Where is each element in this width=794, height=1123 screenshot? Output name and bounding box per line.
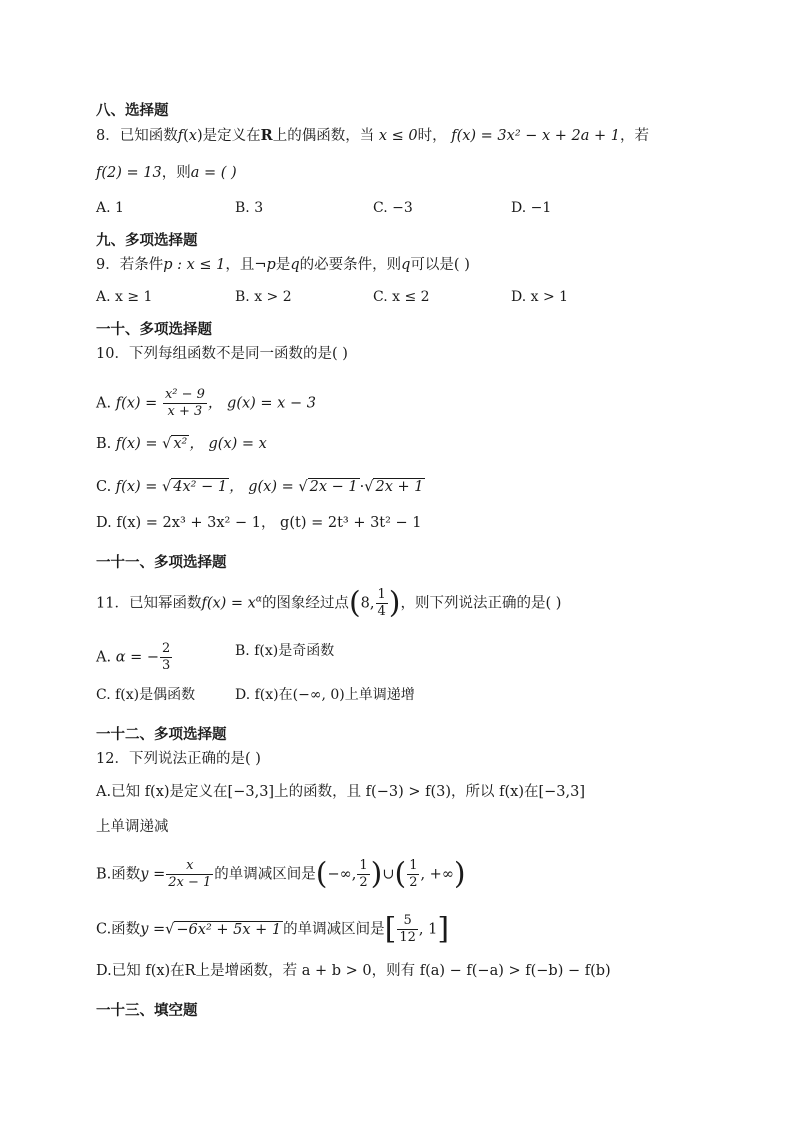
q12-b-frac1 <box>357 858 369 891</box>
q9-q2: q <box>401 257 411 273</box>
q9-option-b: B. x > 2 <box>235 289 292 305</box>
q11-option-a <box>96 641 173 674</box>
q10-option-b: B. f(x) = √ x² ， g(x) = x <box>96 436 267 452</box>
question-9 <box>96 255 470 275</box>
q10-c-dot: · <box>359 479 365 495</box>
q11-pt-num: 1 <box>377 587 386 602</box>
q12-c-sqrt: −6x² + 5x + 1 <box>176 921 282 938</box>
q8-mid2: 上的偶函数，当 <box>272 128 375 144</box>
q10-b-g: ， g(x) = x <box>189 436 267 452</box>
q10-a-num: x² − 9 <box>164 387 205 402</box>
q11-option-b: B. f(x)是奇函数 <box>235 643 335 659</box>
q9-mid2: 是 <box>275 257 291 273</box>
q11-a-fraction <box>160 641 172 674</box>
q12-b-int2: , +∞ <box>420 866 454 883</box>
q12-c-den: 12 <box>399 930 416 945</box>
q8-line2-tail: a = ( ) <box>190 165 237 181</box>
q8-func: f(x) = 3x² − x + 2a + 1 <box>451 128 621 144</box>
q12-c-fraction <box>397 913 418 946</box>
q11-mid: 的图象经过点 <box>261 595 349 612</box>
section-heading-10: 一十、多项选择题 <box>96 322 212 338</box>
q8-mid1: 是定义在 <box>202 128 261 144</box>
q10-c-sqrt3: 2x + 1 <box>375 479 424 495</box>
q10-c-g: ， g(x) = <box>229 479 294 495</box>
q12-b-prefix: B.函数 <box>96 866 141 883</box>
q12-b-mid: 的单调减区间是 <box>214 866 316 883</box>
q12-option-c: C.函数y =√ −6x² + 5x + 1 的单调减区间是[ $\frac{5}{12}$ , 1] <box>96 911 450 947</box>
q10-a-label: A. <box>96 395 112 412</box>
question-8-line1: 8．已知函数f(x)是定义在R上的偶函数，当 x ≤ 0时， f(x) = 3x² − x + 2a + 1，若 <box>96 127 650 144</box>
q8-R: R <box>260 127 273 144</box>
q9-option-d: D. x > 1 <box>511 289 569 305</box>
q12-b-num: x <box>186 858 194 873</box>
q12-option-a-line2: 上单调递减 <box>96 819 169 835</box>
q11-pt-den: 4 <box>377 604 386 619</box>
q12-b-den: 2x − 1 <box>168 875 212 890</box>
q9-mid: ，且 <box>225 257 255 273</box>
question-12: 12．下列说法正确的是( ) <box>96 751 261 767</box>
q12-c-bracket-left: [ <box>384 911 397 947</box>
q9-not-p: ¬p <box>254 257 276 273</box>
q8-prefix: 8．已知函数 <box>96 128 178 144</box>
q8-line2-text: ，则 <box>161 165 191 181</box>
q12-c-bracket-right: ] <box>437 911 450 947</box>
q9-mid3: 的必要条件，则 <box>299 257 402 273</box>
q8-option-a: A. 1 <box>96 200 124 216</box>
q11-a-den: 3 <box>162 658 171 673</box>
q8-cond: x ≤ 0 <box>378 128 418 144</box>
q11-paren-right: ) <box>388 585 401 621</box>
q10-a-g: ， g(x) = x − 3 <box>207 395 316 412</box>
q10-c-f: f(x) = <box>115 479 158 495</box>
q11-option-d: D. f(x)在(−∞, 0)上单调递增 <box>235 687 415 703</box>
q11-exp: α <box>255 594 262 605</box>
section-heading-13: 一十三、填空题 <box>96 1003 198 1019</box>
q11-end: ，则下列说法正确的是( ) <box>400 595 562 612</box>
q10-c-label: C. <box>96 479 112 495</box>
q8-option-c: C. −3 <box>373 200 413 216</box>
q10-b-sqrt: x² <box>173 436 188 452</box>
q11-a-text: α = − <box>115 649 160 666</box>
q12-b-paren1: ( <box>315 856 328 892</box>
question-10: 10．下列每组函数不是同一函数的是( ) <box>96 346 348 362</box>
q10-c-sqrt2: 2x − 1 <box>309 479 358 495</box>
q12-b-paren2: ) <box>370 856 383 892</box>
q12-b-d2: 2 <box>409 875 418 890</box>
q12-c-num: 5 <box>397 913 418 930</box>
q12-b-union: ∪ <box>382 866 395 883</box>
q12-b-fraction <box>166 858 213 891</box>
q12-b-paren4: ) <box>453 856 466 892</box>
q8-option-d: D. −1 <box>511 200 552 216</box>
q8-end: ，若 <box>620 128 650 144</box>
q8-eq: f(2) = 13 <box>96 165 162 181</box>
q12-b-frac2 <box>407 858 419 891</box>
q12-b-int1: −∞, <box>327 866 357 883</box>
q11-a-num: 2 <box>162 641 171 656</box>
q11-point-x: 8, <box>360 595 375 612</box>
q12-b-y: y = <box>140 866 166 883</box>
q9-cond: p : x ≤ 1 <box>163 257 226 273</box>
section-heading-9: 九、多项选择题 <box>96 233 198 249</box>
q12-b-d1: 2 <box>359 875 368 890</box>
q9-option-a: A. x ≥ 1 <box>96 289 153 305</box>
q12-option-b <box>96 858 466 891</box>
q12-c-end: , 1 <box>418 921 438 938</box>
q11-paren-left: ( <box>348 585 361 621</box>
q9-end: 可以是( ) <box>410 257 470 273</box>
question-8-line2 <box>96 163 237 183</box>
q10-option-a <box>96 387 316 420</box>
section-heading-8: 八、选择题 <box>96 103 169 119</box>
q10-a-f: f(x) = <box>115 395 158 412</box>
q8-fx: f <box>177 128 184 144</box>
q10-option-c: C. f(x) = √ 4x² − 1 ， g(x) = √ 2x − 1 ·√ 2x + 1 <box>96 479 424 495</box>
q9-option-c: C. x ≤ 2 <box>373 289 430 305</box>
q10-a-den: x + 3 <box>167 404 203 419</box>
q11-func: f(x) = x <box>201 595 256 612</box>
q11-prefix: 11．已知幂函数 <box>96 595 202 612</box>
q10-option-d: D. f(x) = 2x³ + 3x² − 1， g(t) = 2t³ + 3t² − 1 <box>96 515 422 531</box>
q12-option-d: D.已知 f(x)在R上是增函数，若 a + b > 0，则有 f(a) − f(−a) > f(−b) − f(b) <box>96 963 611 979</box>
section-heading-11: 一十一、多项选择题 <box>96 555 227 571</box>
q8-option-b: B. 3 <box>235 200 264 216</box>
q10-a-fraction <box>163 387 207 420</box>
q11-a-label: A. <box>96 649 112 666</box>
q11-option-c: C. f(x)是偶函数 <box>96 687 196 703</box>
q12-b-paren3: ( <box>394 856 407 892</box>
q10-c-sqrt1: 4x² − 1 <box>173 479 228 495</box>
q9-prefix: 9．若条件 <box>96 257 164 273</box>
q8-mid3: 时， <box>417 128 447 144</box>
q10-b-f: f(x) = <box>115 436 158 452</box>
question-11 <box>96 587 561 620</box>
q12-option-a-line1: A.已知 f(x)是定义在[−3,3]上的函数，且 f(−3) > f(3)，所以 f(x)在[−3,3] <box>96 784 585 800</box>
q11-point-fraction <box>376 587 388 620</box>
q12-c-prefix: C.函数 <box>96 921 141 938</box>
section-heading-12: 一十二、多项选择题 <box>96 727 227 743</box>
q9-q: q <box>290 257 300 273</box>
q12-b-n1: 1 <box>359 858 368 873</box>
q12-c-mid: 的单调减区间是 <box>283 921 385 938</box>
q10-b-label: B. <box>96 436 112 452</box>
q12-c-y: y = <box>140 921 166 938</box>
q12-b-n2: 1 <box>409 858 418 873</box>
